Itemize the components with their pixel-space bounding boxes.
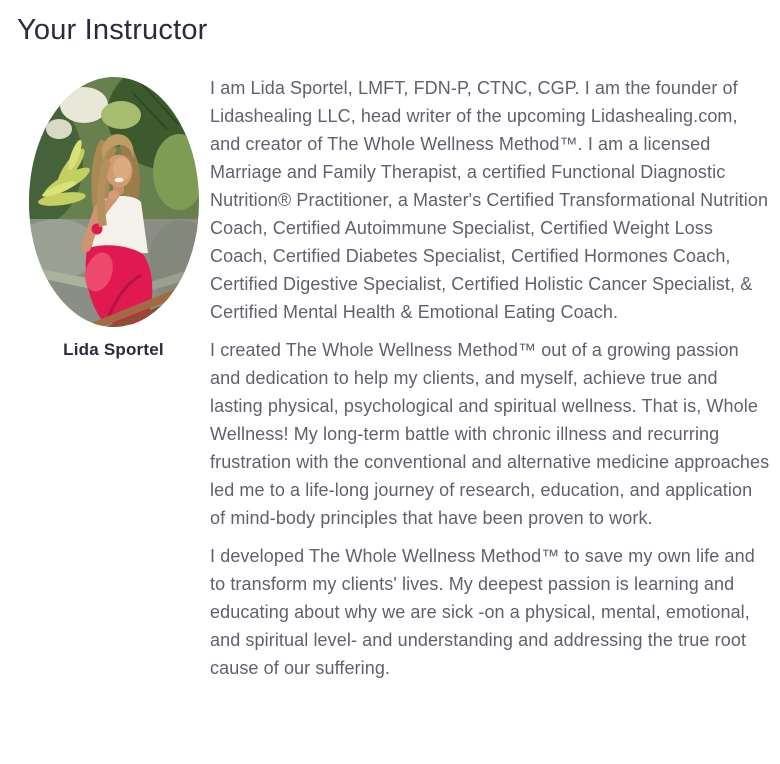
instructor-bio xyxy=(210,74,770,692)
bio-paragraph-3: I developed The Whole Wellness Method™ to save my own life and to transform my clients' lives. My deepest passion is learning and educating about why we are sick -on a physical, mental, emotional, and spiritual level- and understanding and addressing the true root cause of our suffering. xyxy=(210,546,755,678)
instructor-row xyxy=(17,74,770,692)
section-title: Your Instructor xyxy=(17,14,208,46)
instructor-photo-column xyxy=(17,77,210,360)
bio-paragraph-1: I am Lida Sportel, LMFT, FDN-P, CTNC, CGP. I am the founder of Lidashealing LLC, head writer of the upcoming Lidashealing.com, and creator of The Whole Wellness Method™. I am a licensed Marriage and Family Therapist, a certified Functional Diagnostic Nutrition® Practitioner, a Master's Certified Transformational Nutrition Coach, Certified Autoimmune Specialist, Certified Weight Loss Coach, Certified Diabetes Specialist, Certified Hormones Coach, Certified Digestive Specialist, Certified Holistic Cancer Specialist, & Certified Mental Health & Emotional Eating Coach. xyxy=(210,78,769,322)
instructor-name: Lida Sportel xyxy=(63,340,164,359)
bio-paragraph-2: I created The Whole Wellness Method™ out of a growing passion and dedication to help my clients, and myself, achieve true and lasting physical, psychological and spiritual wellness. That is, Whole Wellness! My long-term battle with chronic illness and recurring frustration with the conventional and alternative medicine approaches led me to a life-long journey of research, education, and application of mind-body principles that have been proven to work. xyxy=(210,340,770,528)
instructor-portrait-photo xyxy=(29,77,199,327)
